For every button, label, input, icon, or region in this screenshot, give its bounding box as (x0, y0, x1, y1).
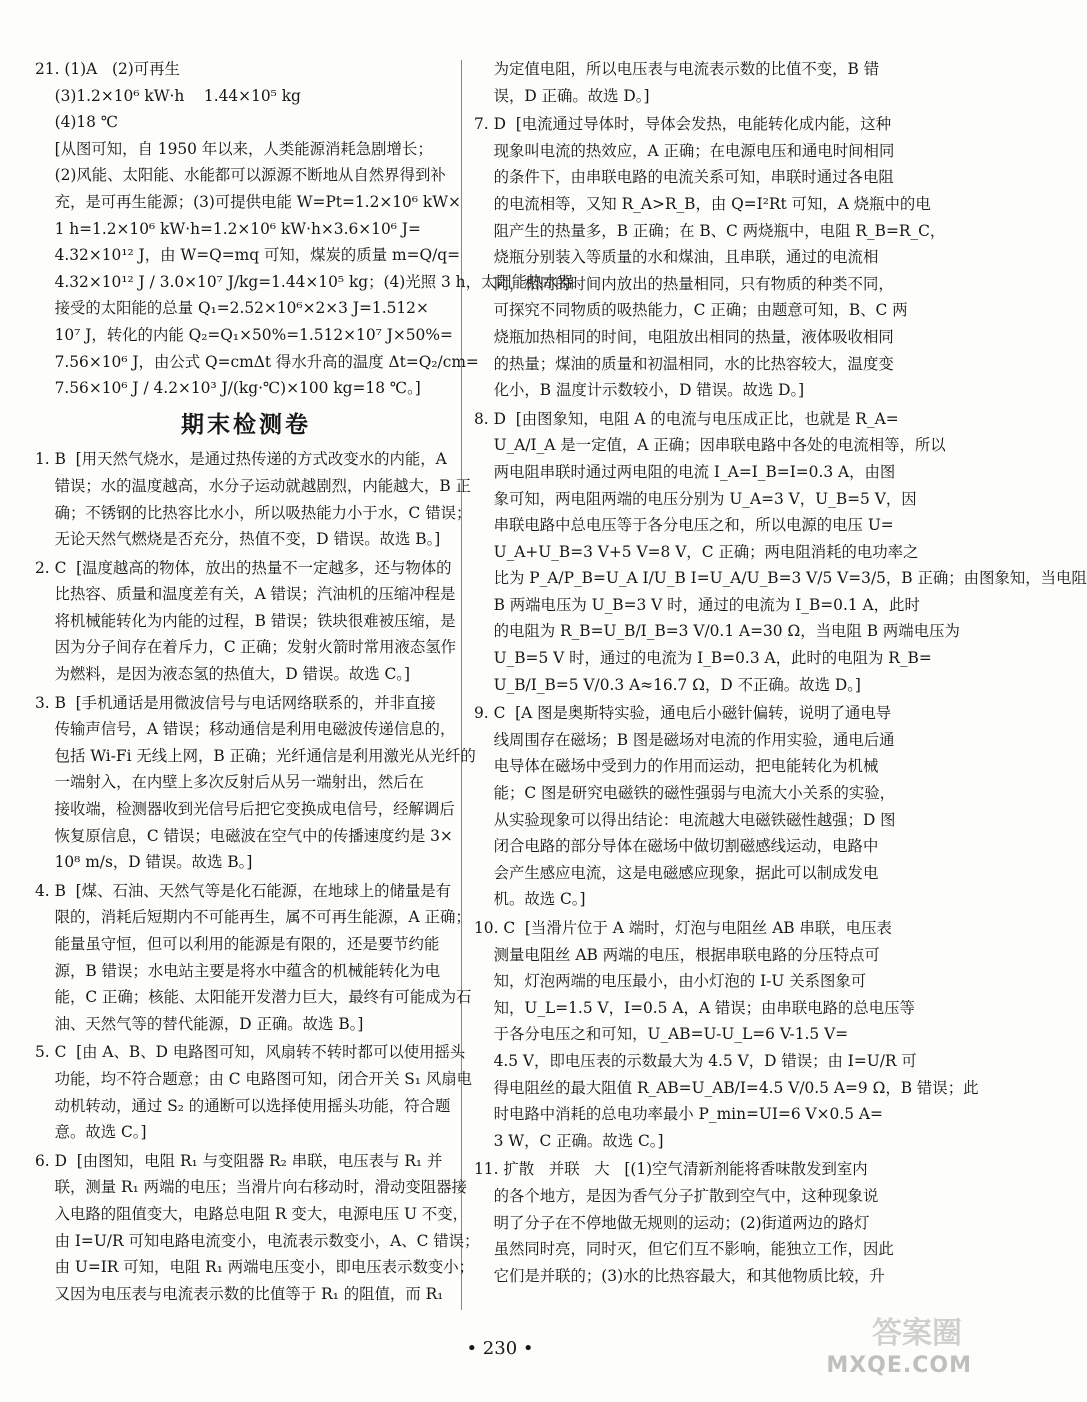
text-line: 时电路中消耗的总电功率最小 P_min=UI=6 V×0.5 A= (474, 1105, 883, 1124)
text-line: 现象叫电流的热效应，A 正确；在电源电压和通电时间相同 (474, 141, 895, 160)
text-line: 限的，消耗后短期内不可能再生，属不可再生能源，A 正确； (35, 908, 471, 927)
text-line: 机。故选 C。] (474, 890, 586, 909)
text-line: 5. C [由 A、B、D 电路图可知，风扇转不转时都可以使用摇头 (35, 1043, 466, 1062)
text-line: 油、天然气等的替代能源，D 正确。故选 B。] (35, 1014, 364, 1033)
text-line: [从图可知，自 1950 年以来，人类能源消耗急剧增长； (35, 139, 433, 158)
text-line: 接收端，检测器收到光信号后把它变换成电信号，经解调后 (35, 800, 455, 819)
text-line: 由 I=U/R 可知电路电流变小，电流表示数变小，A、C 错误； (35, 1231, 480, 1250)
answer-entry-q6 (35, 1148, 480, 1308)
answer-entry-q5 (35, 1039, 473, 1145)
text-line: 由 U=IR 可知，电阻 R₁ 两端电压变小，即电压表示数变小； (35, 1258, 475, 1277)
text-line: 无论天然气燃烧是否充分，热值不变，D 错误。故选 B。] (35, 530, 441, 549)
text-line: 10⁸ m/s，D 错误。故选 B。] (35, 853, 253, 872)
text-line: (4)18 ℃ (35, 113, 119, 132)
text-line: 于各分电压之和可知，U_AB=U-U_L=6 V-1.5 V= (474, 1025, 849, 1044)
answer-entry-q2 (35, 555, 457, 688)
text-line: 为定值电阻，所以电压表与电流表示数的比值不变，B 错 (474, 60, 880, 78)
text-line: 闭合电路的部分导体在磁场中做切割磁感线运动，电路中 (474, 837, 879, 856)
text-line: 21. (1)A (2)可再生 (35, 60, 180, 78)
text-line: 1 h=1.2×10⁶ kW·h=1.2×10⁶ kW·h×3.6×10⁶ J= (35, 219, 421, 238)
text-line: 联，测量 R₁ 两端的电压；当滑片向右移动时，滑动变阻器接 (35, 1178, 467, 1197)
text-line: 会产生感应电流，这是电磁感应现象，据此可以制成发电 (474, 863, 879, 882)
text-line: 比为 P_A/P_B=U_A I/U_B I=U_A/U_B=3 V/5 V=3/5，B 正确；由图象知，当电阻 (474, 569, 1087, 588)
text-line: 能量虽守恒，但可以利用的能源是有限的，还是要节约能 (35, 935, 440, 953)
text-line: 功能，均不符合题意；由 C 电路图可知，闭合开关 S₁ 风扇电 (35, 1069, 473, 1088)
text-line: 知，U_L=1.5 V，I=0.5 A，A 错误；由串联电路的总电压等 (474, 998, 915, 1017)
answer-entry-q7 (474, 111, 944, 404)
text-line: 7.56×10⁶ J，由公式 Q=cmΔt 得水升高的温度 Δt=Q₂/cm= (35, 352, 479, 371)
text-line: 误，D 正确。故选 D。] (474, 86, 650, 105)
text-line: 传输声信号，A 错误；移动通信是利用电磁波传递信息的， (35, 720, 456, 739)
text-line: 能，C 正确；核能、太阳能开发潜力巨大，最终有可能成为石 (35, 988, 472, 1007)
text-line: 为燃料，是因为液态氢的热值大，D 错误。故选 C。] (35, 665, 410, 684)
text-line: 意。故选 C。] (35, 1123, 147, 1142)
text-line: 充，是可再生能源；(3)可提供电能 W=Pt=1.2×10⁶ kW× (35, 192, 461, 211)
text-line: 因为分子间存在着斥力，C 正确；发射火箭时常用液态氢作 (35, 638, 457, 657)
text-line: 烧瓶加热相同的时间，电阻放出相同的热量，液体吸收相同 (474, 327, 894, 346)
text-line: 明了分子在不停地做无规则的运动；(2)街道两边的路灯 (474, 1213, 870, 1232)
text-line: 从实验现象可以得出结论：电流越大电磁铁磁性越强；D 图 (474, 810, 896, 829)
text-line: 测量电阻丝 AB 两端的电压，根据串联电路的分压特点可 (474, 945, 880, 964)
text-line: 的条件下，由串联电路的电流关系可知，串联时通过各电阻 (474, 168, 894, 187)
text-line: 串联电路中总电压等于各分电压之和，所以电源的电压 U= (474, 516, 894, 535)
text-line: 阻产生的热量多，B 正确；在 B、C 两烧瓶中，电阻 R_B=R_C， (474, 221, 946, 240)
text-line: 的电阻为 R_B=U_B/I_B=3 V/0.1 A=30 Ω，当电阻 B 两端电压为 (474, 622, 960, 641)
watermark-logo (782, 1308, 972, 1378)
text-line: U_B=5 V 时，通过的电流为 I_B=0.3 A，此时的电阻为 R_B= (474, 649, 932, 668)
answer-entry-q8 (474, 406, 1087, 699)
text-line: 1. B [用天然气烧水，是通过热传递的方式改变水的内能，A (35, 450, 447, 469)
text-line: 6. D [由图知，电阻 R₁ 与变阻器 R₂ 串联，电压表与 R₁ 并 (35, 1151, 443, 1170)
text-line: 烧瓶分别装入等质量的水和煤油，且串联，通过的电流相 (474, 248, 879, 267)
text-line: 4.5 V，即电压表的示数最大为 4.5 V，D 错误；由 I=U/R 可 (474, 1051, 917, 1070)
text-line: 包括 Wi-Fi 无线上网，B 正确；光纤通信是利用激光从光纤的 (35, 746, 476, 765)
text-line: 的电流相等，又知 R_A>R_B，由 Q=I²Rt 可知，A 烧瓶中的电 (474, 194, 931, 213)
watermark-url-text: MXQE.COM (826, 1353, 972, 1378)
text-line: 可探究不同物质的吸热能力，C 正确；由题意可知，B、C 两 (474, 301, 908, 320)
text-line: 源，B 错误；水电站主要是将水中蕴含的机械能转化为电 (35, 961, 441, 980)
text-line: B 两端电压为 U_B=3 V 时，通过的电流为 I_B=0.1 A，此时 (474, 595, 920, 614)
watermark-cn-text: 答案圈 (872, 1316, 962, 1351)
text-line: 的热量；煤油的质量和初温相同，水的比热容较大，温度变 (474, 354, 894, 373)
text-line: 电导体在磁场中受到力的作用而运动，把电能转化为机械 (474, 757, 879, 776)
answer-entry-q9 (474, 700, 944, 913)
answer-entry-q11 (474, 1156, 944, 1289)
text-line: 将机械能转化为内能的过程，B 错误；铁块很难被压缩，是 (35, 611, 456, 630)
text-line: 的各个地方，是因为香气分子扩散到空气中，这种现象说 (474, 1186, 879, 1205)
text-line: 10. C [当滑片位于 A 端时，灯泡与电阻丝 AB 串联，电压表 (474, 919, 892, 937)
text-line: 错误；水的温度越高，水分子运动就越剧烈，内能越大，B 正 (35, 476, 471, 495)
text-line: U_A+U_B=3 V+5 V=8 V，C 正确；两电阻消耗的电功率之 (474, 542, 919, 561)
text-line: 2. C [温度越高的物体，放出的热量不一定越多，还与物体的 (35, 558, 452, 577)
text-line: 能；C 图是研究电磁铁的磁性强弱与电流大小关系的实验， (474, 784, 896, 803)
text-line: 比热容、质量和温度差有关，A 错误；汽油机的压缩冲程是 (35, 585, 456, 604)
text-line: 一端射入，在内壁上多次反射后从另一端射出，然后在 (35, 773, 424, 792)
section-title: 期末检测卷 (181, 411, 311, 438)
column-divider (461, 60, 462, 1310)
text-line: 入电路的阻值变大，电路总电阻 R 变大，电源电压 U 不变， (35, 1204, 469, 1223)
text-line: 7.56×10⁶ J / 4.2×10³ J/(kg·℃)×100 kg=18 ℃。] (35, 379, 421, 398)
answer-entry-q1 (35, 446, 472, 552)
text-line: U_B/I_B=5 V/0.3 A≈16.7 Ω，D 不正确。故选 D。] (474, 675, 861, 694)
answer-entry-q6-continued (474, 56, 944, 109)
text-line: (2)风能、太阳能、水能都可以源源不断地从自然界得到补 (35, 166, 446, 185)
text-line: 得电阻丝的最大阻值 R_AB=U_AB/I=4.5 V/0.5 A=9 Ω，B 错误；此 (474, 1078, 979, 1097)
text-line: 10⁷ J，转化的内能 Q₂=Q₁×50%=1.512×10⁷ J×50%= (35, 325, 453, 344)
text-line: 它们是并联的；(3)水的比热容最大，和其他物质比较，升 (474, 1266, 885, 1285)
text-line: 8. D [由图象知，电阻 A 的电流与电压成正比，也就是 R_A= (474, 409, 899, 428)
text-line: 接受的太阳能的总量 Q₁=2.52×10⁶×2×3 J=1.512× (35, 299, 429, 318)
text-line: 两电阻串联时通过两电阻的电流 I_A=I_B=I=0.3 A，由图 (474, 462, 896, 481)
text-line: 虽然同时亮，同时灭，但它们互不影响，能独立工作，因此 (474, 1240, 894, 1259)
text-line: 又因为电压表与电流表示数的比值等于 R₁ 的阻值，而 R₁ (35, 1284, 444, 1303)
text-line: 3 W，C 正确。故选 C。] (474, 1131, 664, 1150)
text-line: 4.32×10¹² J，由 W=Q=mq 可知，煤炭的质量 m=Q/q= (35, 246, 461, 265)
text-line: 3. B [手机通话是用微波信号与电话网络联系的，并非直接 (35, 693, 436, 712)
answer-entry-q10 (474, 915, 979, 1154)
text-line: 恢复原信息，C 错误；电磁波在空气中的传播速度约是 3× (35, 826, 453, 845)
text-line: (3)1.2×10⁶ kW·h 1.44×10⁵ kg (35, 86, 301, 105)
text-line: 动机转动，通过 S₂ 的通断可以选择使用摇头功能，符合题 (35, 1096, 451, 1115)
text-line: 同，相同的时间内放出的热量相同，只有物质的种类不同， (474, 274, 894, 293)
text-line: 知，灯泡两端的电压最小，由小灯泡的 I-U 关系图象可 (474, 972, 867, 991)
text-line: U_A/I_A 是一定值，A 正确；因串联电路中各处的电流相等，所以 (474, 436, 946, 455)
text-line: 化小，B 温度计示数较小，D 错误。故选 D。] (474, 381, 805, 400)
text-line: 4.32×10¹² J / 3.0×10⁷ J/kg=1.44×10⁵ kg；(4)光照 3 h，太阳能热水器 (35, 272, 574, 291)
page-number: • 230 • (466, 1338, 534, 1359)
text-line: 4. B [煤、石油、天然气等是化石能源，在地球上的储量是有 (35, 881, 452, 900)
right-column (474, 56, 1087, 1291)
answer-entry-q3 (35, 690, 476, 876)
text-line: 线周围存在磁场；B 图是磁场对电流的作用实验，通电后通 (474, 730, 895, 749)
text-line: 确；不锈钢的比热容比水小，所以吸热能力小于水，C 错误； (35, 503, 472, 522)
text-line: 11. 扩散 并联 大 [(1)空气清新剂能将香味散发到室内 (474, 1160, 868, 1179)
answer-entry-q4 (35, 878, 472, 1038)
text-line: 7. D [电流通过导体时，导体会发热，电能转化成内能，这种 (474, 115, 892, 134)
text-line: 象可知，两电阻两端的电压分别为 U_A=3 V，U_B=5 V，因 (474, 489, 917, 508)
text-line: 9. C [A 图是奥斯特实验，通电后小磁针偏转，说明了通电导 (474, 704, 892, 723)
